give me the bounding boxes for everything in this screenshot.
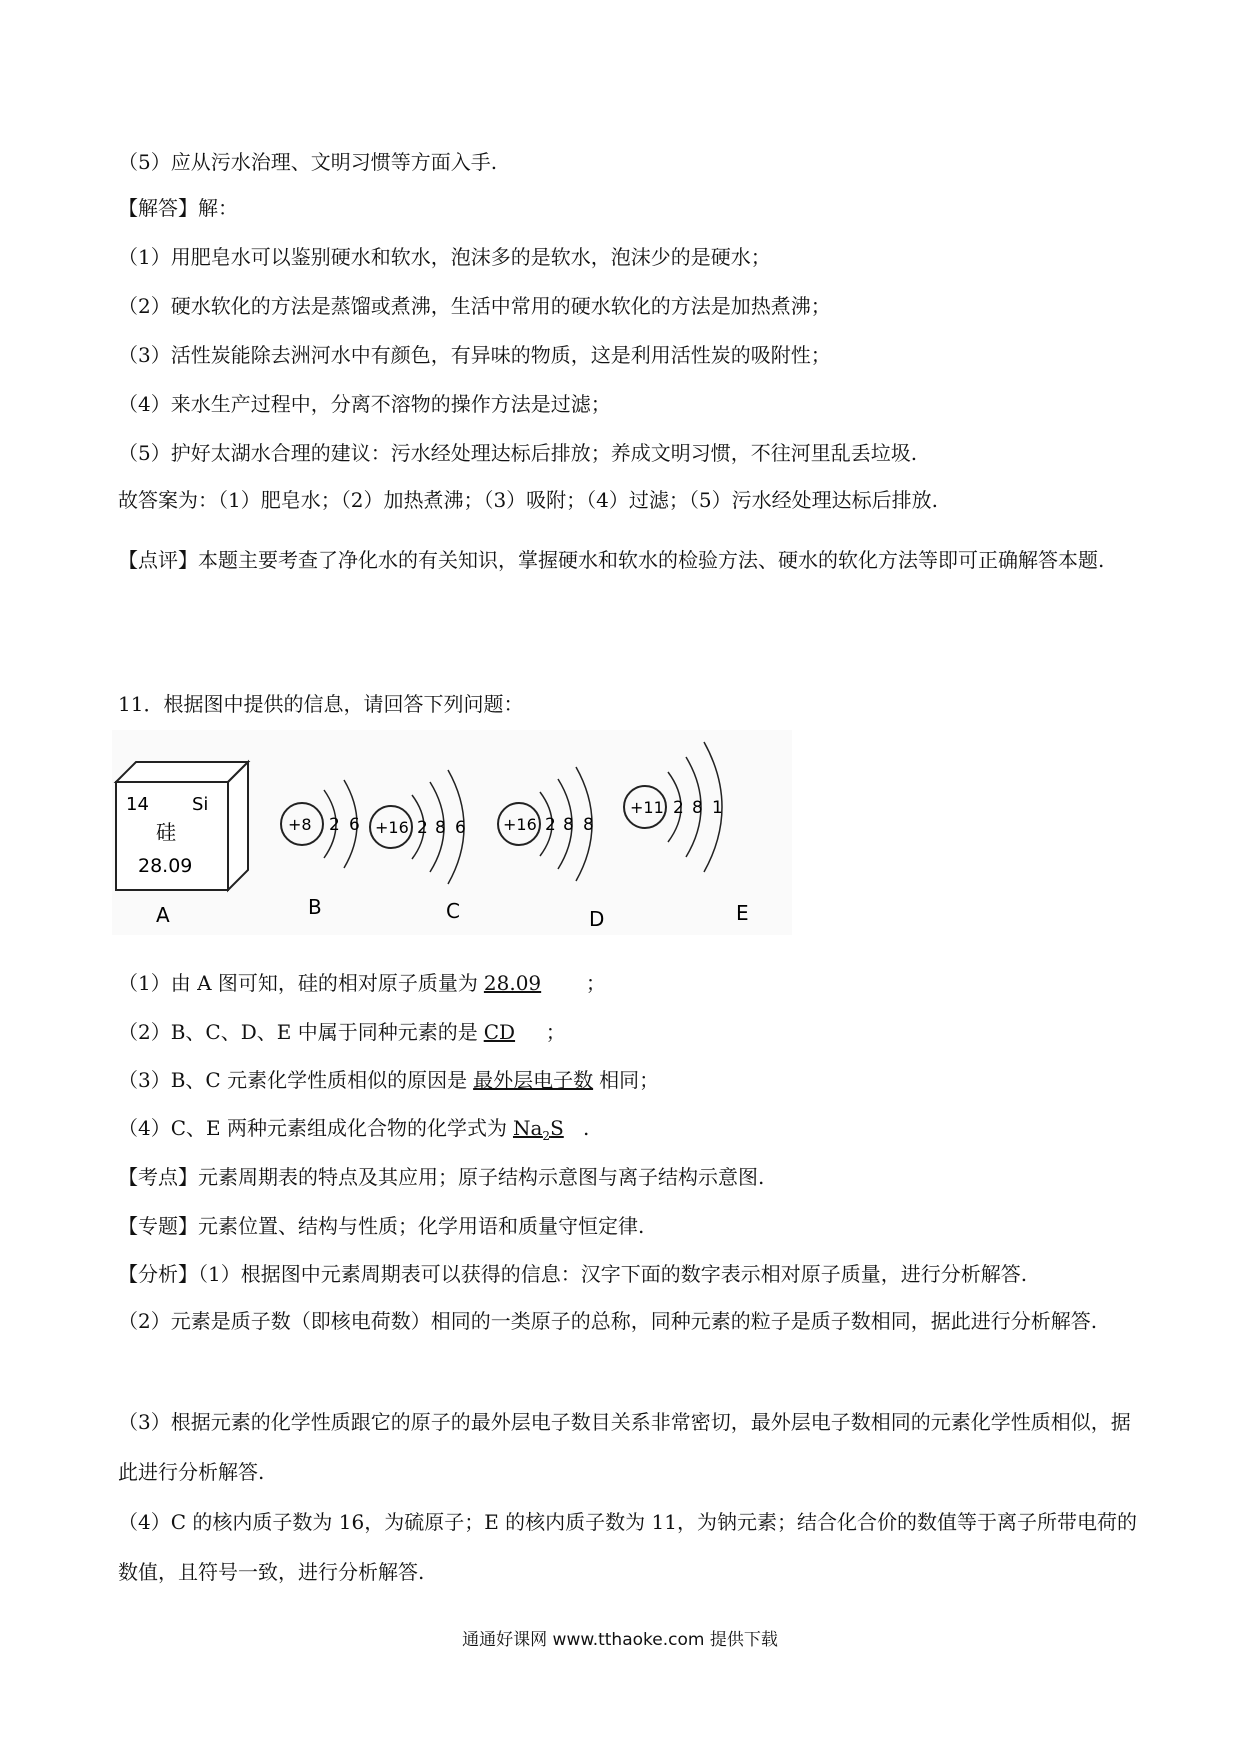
nucleus-charge: +16 bbox=[503, 815, 537, 834]
question-text: 相同； bbox=[599, 1068, 660, 1092]
question-text: （4）C、E 两种元素组成化合物的化学式为 bbox=[118, 1116, 507, 1140]
shell-electrons: 8 bbox=[692, 798, 703, 818]
shell-electrons: 1 bbox=[712, 798, 723, 818]
solution-line-5: （5）护好太湖水合理的建议：污水经处理达标后排放；养成文明习惯，不往河里乱丢垃圾. bbox=[118, 441, 918, 465]
answer-blank: CD bbox=[483, 1020, 516, 1044]
atom-E bbox=[624, 742, 723, 872]
shell-electrons: 6 bbox=[349, 815, 360, 835]
solution-line-1: （1）用肥皂水可以鉴别硬水和软水，泡沫多的是软水，泡沫少的是硬水； bbox=[118, 245, 771, 269]
atomic-number: 14 bbox=[126, 794, 149, 815]
formula-s: S bbox=[550, 1116, 564, 1140]
element-symbol: Si bbox=[192, 794, 209, 815]
label-C: C bbox=[446, 899, 460, 923]
shell-electrons: 8 bbox=[583, 815, 594, 835]
zhuanti: 【专题】元素位置、结构与性质；化学用语和质量守恒定律. bbox=[118, 1214, 645, 1238]
atom-C bbox=[370, 770, 466, 884]
shell-electrons: 2 bbox=[329, 815, 340, 835]
answer-blank: 28.09 bbox=[483, 971, 542, 995]
element-name: 硅 bbox=[156, 820, 176, 844]
nucleus-charge: +16 bbox=[375, 818, 409, 837]
solution-line-4: （4）来水生产过程中，分离不溶物的操作方法是过滤； bbox=[118, 392, 611, 416]
question-text: ； bbox=[585, 971, 606, 995]
question-text: （1）由 A 图可知，硅的相对原子质量为 bbox=[118, 971, 478, 995]
answer-blank: 最外层电子数 bbox=[473, 1068, 594, 1092]
answer-blank bbox=[507, 1114, 583, 1150]
atom-structure-figure bbox=[112, 730, 792, 935]
question-text: ； bbox=[545, 1020, 566, 1044]
label-A: A bbox=[156, 903, 170, 927]
analysis-4: （4）C 的核内质子数为 16，为硫原子；E 的核内质子数为 11，为钠元素；结合化合价的数值等于离子所带电荷的数值，且符号一致，进行分析解答. bbox=[118, 1510, 1137, 1584]
shell-electrons: 8 bbox=[563, 815, 574, 835]
final-answer: 故答案为：（1）肥皂水；（2）加热煮沸；（3）吸附；（4）过滤；（5）污水经处理达标后排放. bbox=[118, 488, 938, 512]
question-11-title: 11．根据图中提供的信息，请回答下列问题： bbox=[118, 692, 524, 716]
question-text: （3）B、C 元素化学性质相似的原因是 bbox=[118, 1068, 468, 1092]
analysis-2: （2）元素是质子数（即核电荷数）相同的一类原子的总称，同种元素的粒子是质子数相同，据此进行分析解答. bbox=[118, 1309, 1098, 1333]
kaodian: 【考点】元素周期表的特点及其应用；原子结构示意图与离子结构示意图. bbox=[118, 1165, 765, 1189]
atom-D bbox=[498, 767, 594, 881]
label-D: D bbox=[589, 907, 605, 931]
sub-question-2 bbox=[118, 1018, 566, 1046]
nucleus-charge: +8 bbox=[288, 815, 312, 834]
label-E: E bbox=[736, 901, 749, 925]
shell-electrons: 8 bbox=[435, 818, 446, 838]
atomic-mass: 28.09 bbox=[138, 855, 193, 877]
solution-line-3: （3）活性炭能除去洲河水中有颜色，有异味的物质，这是利用活性炭的吸附性； bbox=[118, 343, 831, 367]
solution-heading: 【解答】解： bbox=[118, 196, 238, 220]
question-text: （2）B、C、D、E 中属于同种元素的是 bbox=[118, 1020, 478, 1044]
sub-question-3 bbox=[118, 1066, 659, 1094]
shell-electrons: 2 bbox=[545, 815, 556, 835]
footer-credit: 通通好课网 www.tthaoke.com 提供下载 bbox=[462, 1630, 778, 1650]
sub-question-4 bbox=[118, 1114, 589, 1150]
solution-line-2: （2）硬水软化的方法是蒸馏或煮沸，生活中常用的硬水软化的方法是加热煮沸； bbox=[118, 294, 831, 318]
shell-electrons: 2 bbox=[417, 818, 428, 838]
nucleus-charge: +11 bbox=[630, 798, 664, 817]
label-B: B bbox=[308, 895, 322, 919]
formula-na: Na bbox=[512, 1116, 543, 1140]
atom-B bbox=[281, 780, 360, 868]
analysis-3: （3）根据元素的化学性质跟它的原子的最外层电子数目关系非常密切，最外层电子数相同的元素化学性质相似，据此进行分析解答. bbox=[118, 1410, 1131, 1484]
element-cell-A bbox=[116, 762, 248, 890]
shell-electrons: 2 bbox=[673, 798, 684, 818]
answer-line-5-hint: （5）应从污水治理、文明习惯等方面入手. bbox=[118, 150, 498, 174]
formula-subscript: 2 bbox=[542, 1129, 551, 1143]
sub-question-1 bbox=[118, 969, 606, 997]
comment: 【点评】本题主要考查了净化水的有关知识，掌握硬水和软水的检验方法、硬水的软化方法等即可正确解答本题. bbox=[118, 548, 1105, 572]
question-text: . bbox=[582, 1116, 590, 1140]
fenxi: 【分析】（1）根据图中元素周期表可以获得的信息：汉字下面的数字表示相对原子质量，进行分析解答. bbox=[118, 1262, 1028, 1286]
shell-electrons: 6 bbox=[455, 818, 466, 838]
